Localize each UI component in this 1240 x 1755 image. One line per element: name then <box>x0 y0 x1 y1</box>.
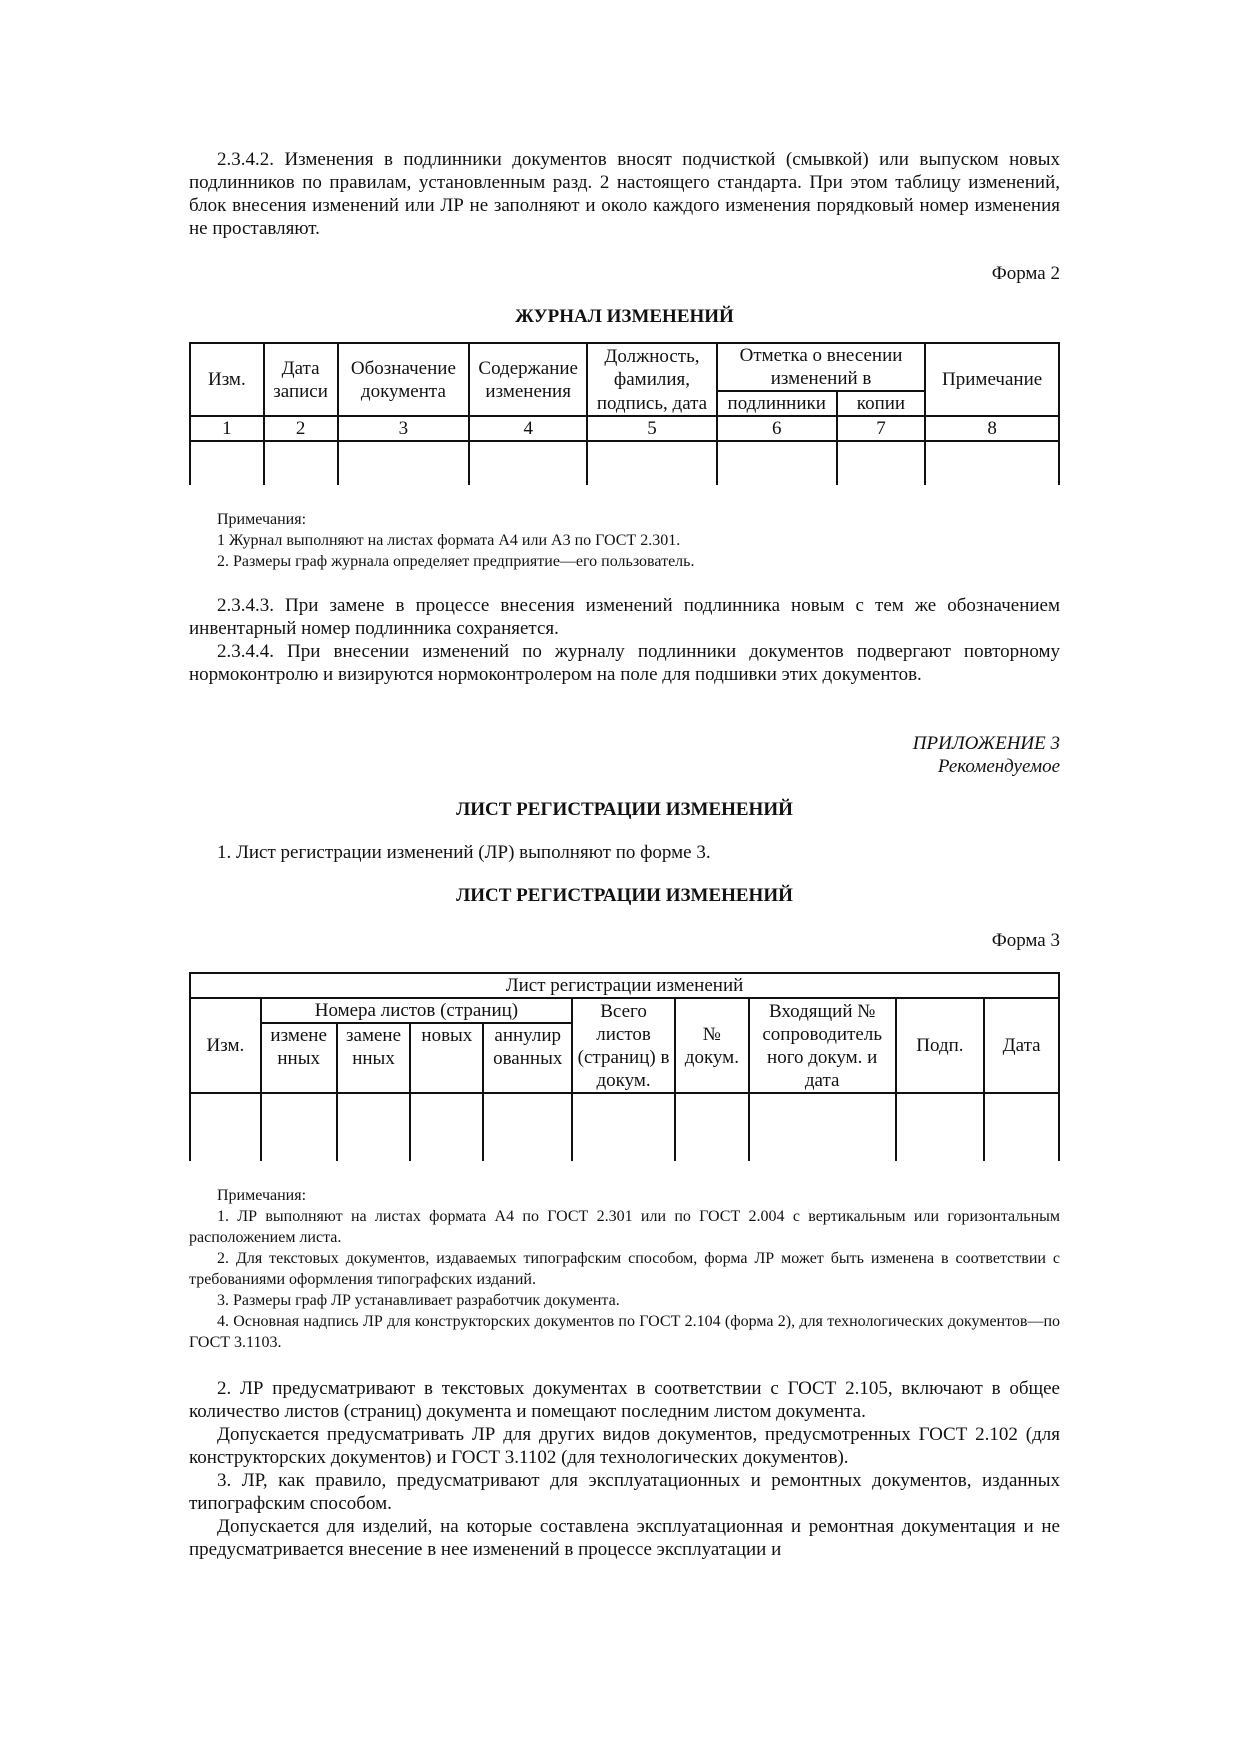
lr-table <box>189 972 1060 1161</box>
table-cell <box>264 441 338 485</box>
lr-header-replaced: замене нных <box>337 1023 411 1093</box>
table-cell <box>410 1093 483 1161</box>
journal-note-2: 2. Размеры граф журнала определяет предприятие—его пользователь. <box>217 553 695 570</box>
journal-header-izm: Изм. <box>190 343 264 416</box>
appendix-label: ПРИЛОЖЕНИЕ 3 <box>912 733 1060 754</box>
lr-header-incoming: Входящий № сопроводитель ного докум. и дата <box>749 998 896 1093</box>
lr-header-sign: Подп. <box>896 998 985 1093</box>
lr-header-docnum: № докум. <box>675 998 749 1093</box>
journal-col-number: 3 <box>338 416 470 441</box>
journal-header-position-2: подпись, дата <box>587 391 717 416</box>
table-cell <box>190 441 264 485</box>
lr-header-total: Всего листов (страниц) в докум. <box>572 998 675 1093</box>
table-cell <box>587 441 717 485</box>
paragraph-3-lr: 3. ЛР, как правило, предусматривают для эксплуатационных и ремонтных документов, изданных типографским способом. <box>189 1470 1060 1514</box>
table-cell <box>338 441 470 485</box>
table-cell <box>190 1093 261 1161</box>
table-cell <box>572 1093 675 1161</box>
lr-header-date: Дата <box>984 998 1059 1093</box>
journal-col-number: 7 <box>837 416 926 441</box>
journal-header-designation: Обозначение документа <box>338 343 470 416</box>
journal-col-number: 4 <box>469 416 587 441</box>
lr-header-new: новых <box>410 1023 483 1093</box>
lr-form-title: ЛИСТ РЕГИСТРАЦИИ ИЗМЕНЕНИЙ <box>456 885 793 906</box>
lr-header-sheet-numbers: Номера листов (страниц) <box>261 998 572 1023</box>
paragraph-lr-products: Допускается для изделий, на которые составлена эксплуатационная и ремонтная документация и не предусматривается внесение в нее изменений в процессе эксплуатации и <box>189 1516 1060 1560</box>
lr-notes-title: Примечания: <box>217 1187 307 1204</box>
lr-note-3: 3. Размеры граф ЛР устанавливает разработчик документа. <box>217 1292 620 1309</box>
journal-note-1: 1 Журнал выполняют на листах формата А4 или А3 по ГОСТ 2.301. <box>217 532 681 549</box>
paragraph-lr-other-docs: Допускается предусматривать ЛР для других видов документов, предусмотренных ГОСТ 2.102 (для конструкторских документов) и ГОСТ 3.1102 (для технологических документов). <box>189 1424 1060 1468</box>
form-3-label: Форма 3 <box>991 930 1060 951</box>
journal-number-row <box>190 416 1059 441</box>
table-cell <box>337 1093 411 1161</box>
journal-notes <box>189 509 1060 572</box>
appendix-title: ЛИСТ РЕГИСТРАЦИИ ИЗМЕНЕНИЙ <box>456 799 793 820</box>
lr-header-changed: измене нных <box>261 1023 337 1093</box>
journal-header-position: Должность, фамилия, <box>587 343 717 391</box>
journal-header-date: Дата записи <box>264 343 338 416</box>
form-2-label: Форма 2 <box>991 263 1060 284</box>
lr-empty-row <box>190 1093 1059 1161</box>
journal-notes-title: Примечания: <box>217 511 307 528</box>
appendix-status: Рекомендуемое <box>937 756 1060 777</box>
table-cell <box>896 1093 985 1161</box>
paragraph-2-lr: 2. ЛР предусматривают в текстовых документах в соответствии с ГОСТ 2.105, включают в общее количество листов (страниц) документа и помещают последним листом документа. <box>189 1378 1060 1422</box>
journal-col-number: 1 <box>190 416 264 441</box>
journal-header-content: Содержание изменения <box>469 343 587 416</box>
journal-col-number: 5 <box>587 416 717 441</box>
table-cell <box>984 1093 1059 1161</box>
lr-header-izm: Изм. <box>190 998 261 1093</box>
table-cell <box>261 1093 337 1161</box>
table-cell <box>925 441 1059 485</box>
table-cell <box>717 441 837 485</box>
table-cell <box>837 441 926 485</box>
paragraph-2-3-4-4: 2.3.4.4. При внесении изменений по журналу подлинники документов подвергают повторному нормоконтролю и визируются нормоконтролером на поле для подшивки этих документов. <box>189 641 1060 685</box>
table-cell <box>675 1093 749 1161</box>
lr-note-2: 2. Для текстовых документов, издаваемых типографским способом, форма ЛР может быть изменена в соответствии с требованиями оформления типографских изданий. <box>189 1250 1060 1288</box>
paragraph-2-3-4-3: 2.3.4.3. При замене в процессе внесения изменений подлинника новым с тем же обозначением инвентарный номер подлинника сохраняется. <box>189 595 1060 639</box>
table-cell <box>483 1093 572 1161</box>
journal-table <box>189 342 1060 485</box>
journal-empty-row <box>190 441 1059 485</box>
table-cell <box>469 441 587 485</box>
journal-header-copies: копии <box>837 391 926 416</box>
appendix-paragraph-1: 1. Лист регистрации изменений (ЛР) выполняют по форме 3. <box>217 842 711 863</box>
journal-col-number: 6 <box>717 416 837 441</box>
journal-header-note: Примечание <box>925 343 1059 416</box>
document-page <box>189 148 1060 1561</box>
journal-header-originals: подлинники <box>717 391 837 416</box>
journal-col-number: 2 <box>264 416 338 441</box>
journal-header-mark: Отметка о внесении изменений в <box>717 343 925 391</box>
lr-header-annulled: аннулир ованных <box>483 1023 572 1093</box>
journal-title: ЖУРНАЛ ИЗМЕНЕНИЙ <box>515 306 734 327</box>
journal-col-number: 8 <box>925 416 1059 441</box>
paragraph-2-3-4-2: 2.3.4.2. Изменения в подлинники документов вносят подчисткой (смывкой) или выпуском новых подлинников по правилам, установленным разд. 2 настоящего стандарта. При этом таблицу изменений, блок внесения изменений или ЛР не заполняют и около каждого изменения порядковый номер изменения не проставляют. <box>189 149 1060 239</box>
lr-caption: Лист регистрации изменений <box>190 973 1059 998</box>
lr-note-4: 4. Основная надпись ЛР для конструкторских документов по ГОСТ 2.104 (форма 2), для технологических документов—по ГОСТ 3.1103. <box>189 1313 1060 1351</box>
table-cell <box>749 1093 896 1161</box>
lr-note-1: 1. ЛР выполняют на листах формата А4 по ГОСТ 2.301 или по ГОСТ 2.004 с вертикальным или горизонтальным расположением листа. <box>189 1208 1060 1246</box>
